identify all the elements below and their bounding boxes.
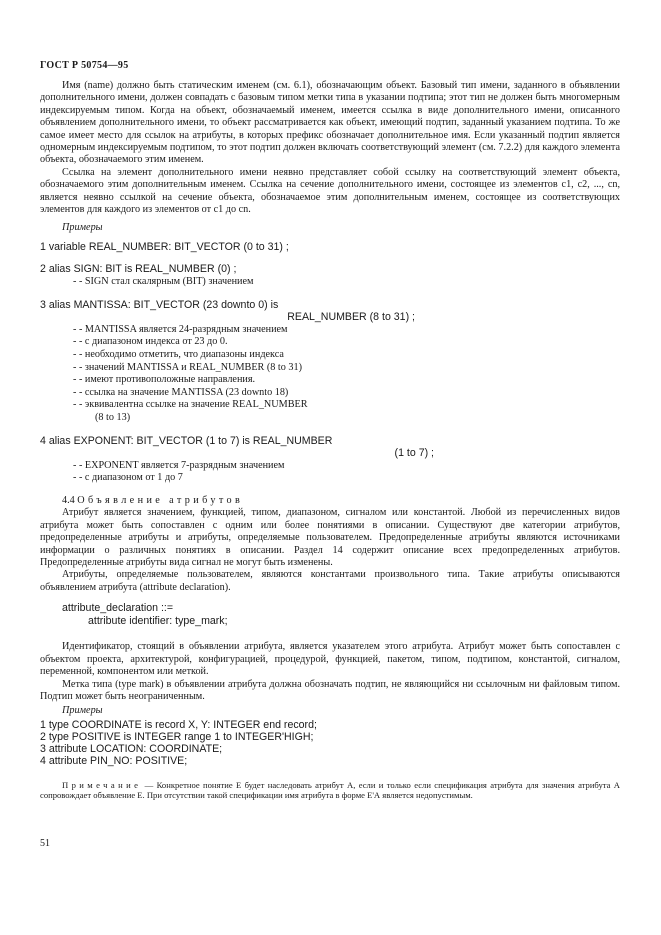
example-3 <box>40 299 620 425</box>
attribute-examples <box>40 719 620 768</box>
code-comment: - - значений MANTISSA и REAL_NUMBER (8 to 31) <box>73 361 302 373</box>
paragraph-alias-element: Ссылка на элемент дополнительного имени неявно представляет собой ссылку на соответствующий элемент объекта, обозначаемого этим дополнительным именем. Ссылка на сечение дополнительного имени, состоящее из элементов с1, с2, ..., сn, является неявно ссылкой на сечение объекта, обозначаемое этим дополнительным именем, состоящее из соответствующих элементов для каждого из элементов от с1 до сn. <box>40 166 620 216</box>
code-comment: - - необходимо отметить, что диапазоны индекса <box>73 349 284 361</box>
syntax-rhs: attribute identifier: type_mark; <box>88 614 228 627</box>
code-line: 3 alias MANTISSA: BIT_VECTOR (23 downto 0) is <box>40 298 279 311</box>
paragraph-user-attributes: Атрибуты, определяемые пользователем, являются константами произвольного типа. Такие атрибуты описываются объявлением атрибута (attribute declaration). <box>40 569 620 593</box>
code-comment: - - имеют противоположные направления. <box>73 374 256 386</box>
code-line: 4 alias EXPONENT: BIT_VECTOR (1 to 7) is REAL_NUMBER <box>40 434 333 447</box>
code-line: 4 attribute PIN_NO: POSITIVE; <box>40 755 188 768</box>
code-comment: - - MANTISSA является 24-разрядным значением <box>73 323 288 335</box>
note <box>40 780 620 800</box>
paragraph-alias-name: Имя (name) должно быть статическим именем (см. 6.1), обозначающим объект. Базовый тип имени, заданного в объявлении дополнительного имени, должен совпадать с базовым типом метки типа в указании подтипа; этот тип не должен быть многомерным индексируемым типом. Когда на объект, обозначаемый именем, имеется ссылка в виде дополнительного имени, описанного объявлением дополнительного имени, то объект рассматривается как объект, имеющий подтип, заданный указанием подтипа. То же самое имеет место для ссылок на атрибуты, в которых префикс обозначает дополнительное имя. Если указанный подтип является одномерным индексируемым подтипом, то этот подтип должен включать соответствующий элемент (см. 7.2.2) для каждого элемента объекта, обозначаемого этим именем. <box>40 80 620 166</box>
note-text: — Конкретное понятие Е будет наследовать атрибут А, если и только если спецификация атрибута для значения атрибута А сопровождает объявление Е. При отсутствии такой спецификации имя атрибута в форме Е'А является недопустимым. <box>40 779 620 800</box>
page-number: 51 <box>40 838 50 849</box>
section-title: Объявление атрибутов <box>77 494 244 506</box>
paragraph-attribute-intro: Атрибут является значением, функцией, типом, диапазоном, сигналом или константой. Любой из перечисленных видов атрибута может быть сопоставлен с одним или более понятиями в описании. Существуют две категории атрибутов, предопределенные атрибуты и атрибуты, определяемые пользователем. Предопределенные атрибуты являются источниками информации о различных понятиях в описании. Раздел 14 содержит описание всех предопределенных атрибутов. Предопределенные атрибуты вида сигнал не могут быть изменены. <box>40 507 620 568</box>
paragraph-type-mark: Метка типа (type mark) в объявлении атрибута должна обозначать подтип, не являющийся ни ссылочным ни файловым типом. Подтип может быть неограниченным. <box>40 678 620 703</box>
syntax-rule <box>62 602 620 627</box>
section-heading <box>40 495 620 507</box>
section-number: 4.4 <box>62 494 75 506</box>
code-comment: - - ссылка на значение MANTISSA (23 downto 18) <box>73 386 289 398</box>
code-line: 1 type COORDINATE is record X, Y: INTEGER end record; <box>40 718 317 731</box>
code-continuation: REAL_NUMBER (8 to 31) ; <box>287 311 415 324</box>
example-4 <box>40 435 620 485</box>
examples-label: Примеры <box>62 705 103 717</box>
code-comment: - - эквивалентна ссылке на значение REAL_NUMBER <box>73 399 308 411</box>
page-body <box>40 80 620 800</box>
code-comment: (8 to 13) <box>95 412 131 423</box>
code-comment: - - с диапазоном от 1 до 7 <box>73 472 183 484</box>
paragraph-identifier: Идентификатор, стоящий в объявлении атрибута, является указателем этого атрибута. Атрибут может быть сопоставлен с объектом проекта, архитектурой, конфигурацией, процедурой, функцией, пакетом, типом, подтипом, константой, сигналом, переменной, компонентом или меткой. <box>40 641 620 678</box>
code-continuation: (1 to 7) ; <box>394 447 434 460</box>
code-comment: - - EXPONENT является 7-разрядным значением <box>73 459 285 471</box>
code-line: 2 type POSITIVE is INTEGER range 1 to INTEGER'HIGH; <box>40 731 314 744</box>
document-code: ГОСТ Р 50754—95 <box>40 60 129 71</box>
example-2 <box>40 263 620 288</box>
code-line: 3 attribute LOCATION: COORDINATE; <box>40 743 223 756</box>
examples-label: Примеры <box>62 222 103 234</box>
code-line: 1 variable REAL_NUMBER: BIT_VECTOR (0 to 31) ; <box>40 240 289 253</box>
syntax-lhs: attribute_declaration ::= <box>62 602 174 615</box>
code-comment: - - с диапазоном индекса от 23 до 0. <box>73 336 228 348</box>
note-label: Примечание <box>62 779 142 790</box>
example-1 <box>40 241 620 254</box>
code-comment: - - SIGN стал скалярным (BIT) значением <box>73 276 254 288</box>
code-line: 2 alias SIGN: BIT is REAL_NUMBER (0) ; <box>40 263 237 276</box>
